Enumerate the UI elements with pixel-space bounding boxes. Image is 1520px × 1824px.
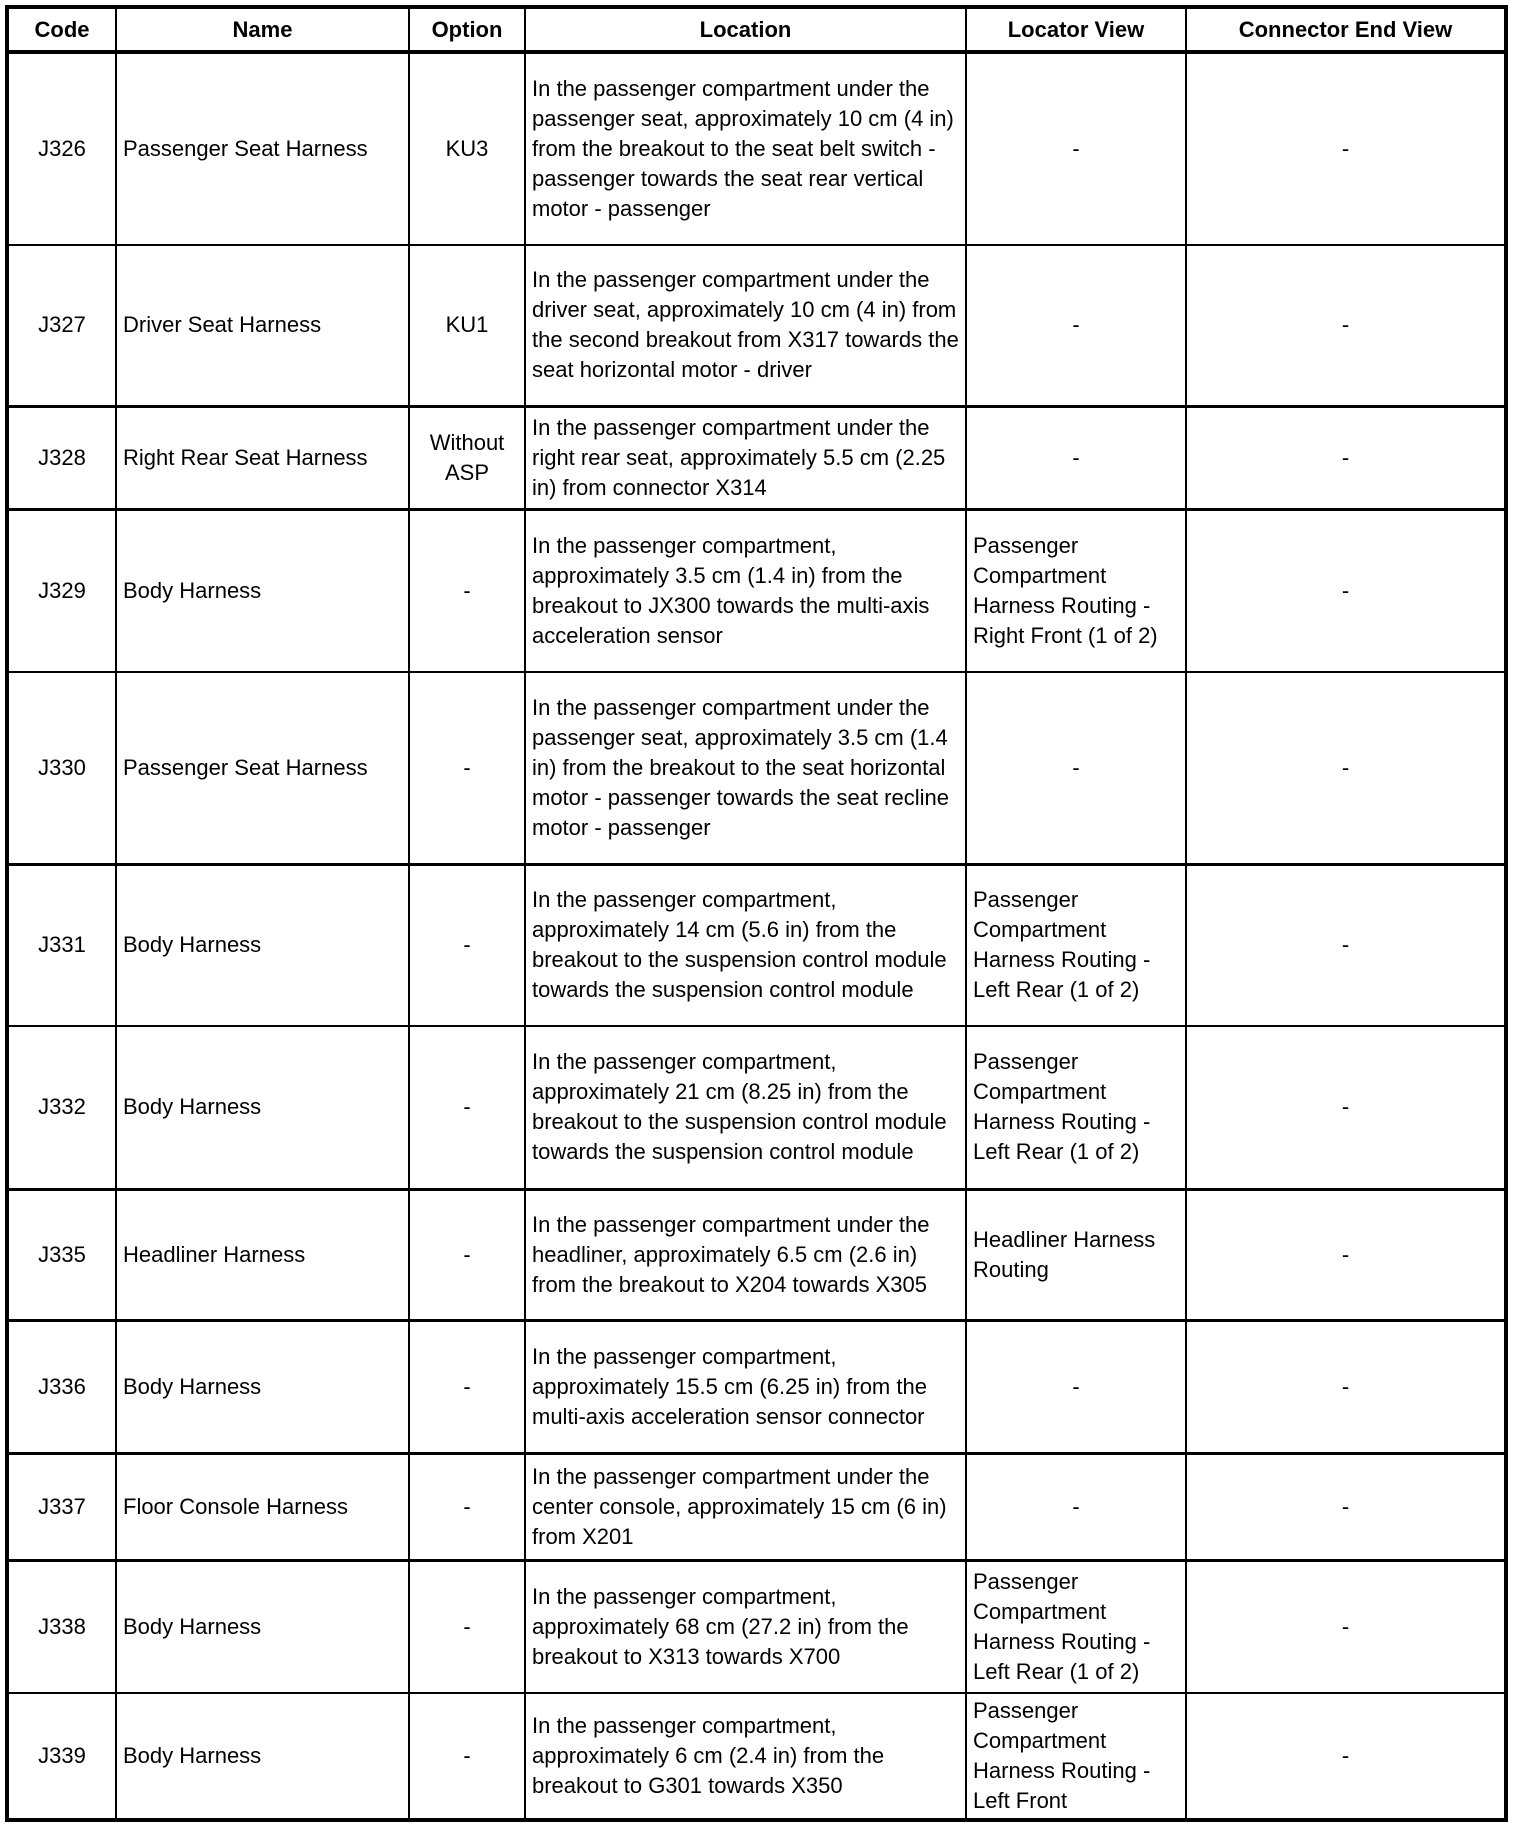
header-code: Code [7,7,116,52]
cell-location: In the passenger compartment, approximately 6 cm (2.4 in) from the breakout to G301 towards X350 [525,1693,966,1820]
cell-connector-end-view: - [1186,1189,1506,1320]
cell-name: Passenger Seat Harness [116,672,409,864]
header-locator-view: Locator View [966,7,1186,52]
cell-option: - [409,1026,525,1189]
cell-locator-view: Passenger Compartment Harness Routing - Left Rear (1 of 2) [966,1026,1186,1189]
table-row [7,1693,1506,1820]
cell-name: Body Harness [116,1026,409,1189]
cell-option: - [409,1453,525,1560]
cell-name: Body Harness [116,1320,409,1453]
cell-option: KU1 [409,245,525,406]
cell-code: J329 [7,509,116,672]
cell-connector-end-view: - [1186,1560,1506,1693]
cell-connector-end-view: - [1186,1453,1506,1560]
cell-code: J330 [7,672,116,864]
table-row [7,406,1506,509]
cell-location: In the passenger compartment, approximately 21 cm (8.25 in) from the breakout to the suspension control module towards the suspension control module [525,1026,966,1189]
cell-name: Body Harness [116,509,409,672]
header-name: Name [116,7,409,52]
cell-code: J338 [7,1560,116,1693]
table-row [7,1189,1506,1320]
cell-option: - [409,1693,525,1820]
cell-location: In the passenger compartment, approximately 3.5 cm (1.4 in) from the breakout to JX300 towards the multi-axis acceleration sensor [525,509,966,672]
cell-name: Body Harness [116,864,409,1026]
cell-connector-end-view: - [1186,1693,1506,1820]
cell-code: J331 [7,864,116,1026]
cell-code: J339 [7,1693,116,1820]
table-header-row [7,7,1506,52]
table-row [7,672,1506,864]
cell-name: Driver Seat Harness [116,245,409,406]
cell-option: - [409,864,525,1026]
header-option: Option [409,7,525,52]
cell-option: - [409,1560,525,1693]
cell-locator-view: - [966,406,1186,509]
cell-name: Floor Console Harness [116,1453,409,1560]
cell-code: J326 [7,52,116,245]
cell-option: KU3 [409,52,525,245]
cell-code: J332 [7,1026,116,1189]
cell-locator-view: - [966,52,1186,245]
table-row [7,1320,1506,1453]
table-row [7,52,1506,245]
cell-connector-end-view: - [1186,509,1506,672]
cell-location: In the passenger compartment, approximately 14 cm (5.6 in) from the breakout to the suspension control module towards the suspension control module [525,864,966,1026]
cell-connector-end-view: - [1186,245,1506,406]
header-connector-end-view: Connector End View [1186,7,1506,52]
table-row [7,1026,1506,1189]
cell-location: In the passenger compartment, approximately 68 cm (27.2 in) from the breakout to X313 towards X700 [525,1560,966,1693]
cell-location: In the passenger compartment under the passenger seat, approximately 3.5 cm (1.4 in) from the breakout to the seat horizontal motor - passenger towards the seat recline motor - passenger [525,672,966,864]
cell-option: - [409,1189,525,1320]
table-row [7,245,1506,406]
cell-locator-view: - [966,672,1186,864]
cell-option: Without ASP [409,406,525,509]
cell-location: In the passenger compartment under the right rear seat, approximately 5.5 cm (2.25 in) from connector X314 [525,406,966,509]
cell-location: In the passenger compartment under the driver seat, approximately 10 cm (4 in) from the second breakout from X317 towards the seat horizontal motor - driver [525,245,966,406]
cell-connector-end-view: - [1186,1026,1506,1189]
cell-connector-end-view: - [1186,52,1506,245]
cell-locator-view: - [966,1453,1186,1560]
table-row [7,864,1506,1026]
cell-locator-view: Passenger Compartment Harness Routing - Left Rear (1 of 2) [966,864,1186,1026]
cell-connector-end-view: - [1186,864,1506,1026]
cell-name: Body Harness [116,1560,409,1693]
cell-locator-view: Passenger Compartment Harness Routing - Right Front (1 of 2) [966,509,1186,672]
table-row [7,1560,1506,1693]
cell-connector-end-view: - [1186,672,1506,864]
cell-locator-view: - [966,245,1186,406]
cell-location: In the passenger compartment under the headliner, approximately 6.5 cm (2.6 in) from the breakout to X204 towards X305 [525,1189,966,1320]
cell-location: In the passenger compartment under the passenger seat, approximately 10 cm (4 in) from the breakout to the seat belt switch - passenger towards the seat rear vertical motor - passenger [525,52,966,245]
cell-option: - [409,672,525,864]
cell-option: - [409,509,525,672]
cell-location: In the passenger compartment, approximately 15.5 cm (6.25 in) from the multi-axis acceleration sensor connector [525,1320,966,1453]
cell-name: Body Harness [116,1693,409,1820]
cell-option: - [409,1320,525,1453]
cell-code: J336 [7,1320,116,1453]
cell-connector-end-view: - [1186,1320,1506,1453]
cell-name: Headliner Harness [116,1189,409,1320]
cell-locator-view: Passenger Compartment Harness Routing - Left Rear (1 of 2) [966,1560,1186,1693]
cell-locator-view: Passenger Compartment Harness Routing - Left Front [966,1693,1186,1820]
cell-name: Passenger Seat Harness [116,52,409,245]
table-row [7,1453,1506,1560]
cell-locator-view: Headliner Harness Routing [966,1189,1186,1320]
cell-code: J335 [7,1189,116,1320]
header-location: Location [525,7,966,52]
table-row [7,509,1506,672]
cell-connector-end-view: - [1186,406,1506,509]
cell-code: J328 [7,406,116,509]
connector-locations-table [5,5,1508,1822]
cell-code: J327 [7,245,116,406]
cell-name: Right Rear Seat Harness [116,406,409,509]
cell-code: J337 [7,1453,116,1560]
cell-location: In the passenger compartment under the center console, approximately 15 cm (6 in) from X201 [525,1453,966,1560]
cell-locator-view: - [966,1320,1186,1453]
